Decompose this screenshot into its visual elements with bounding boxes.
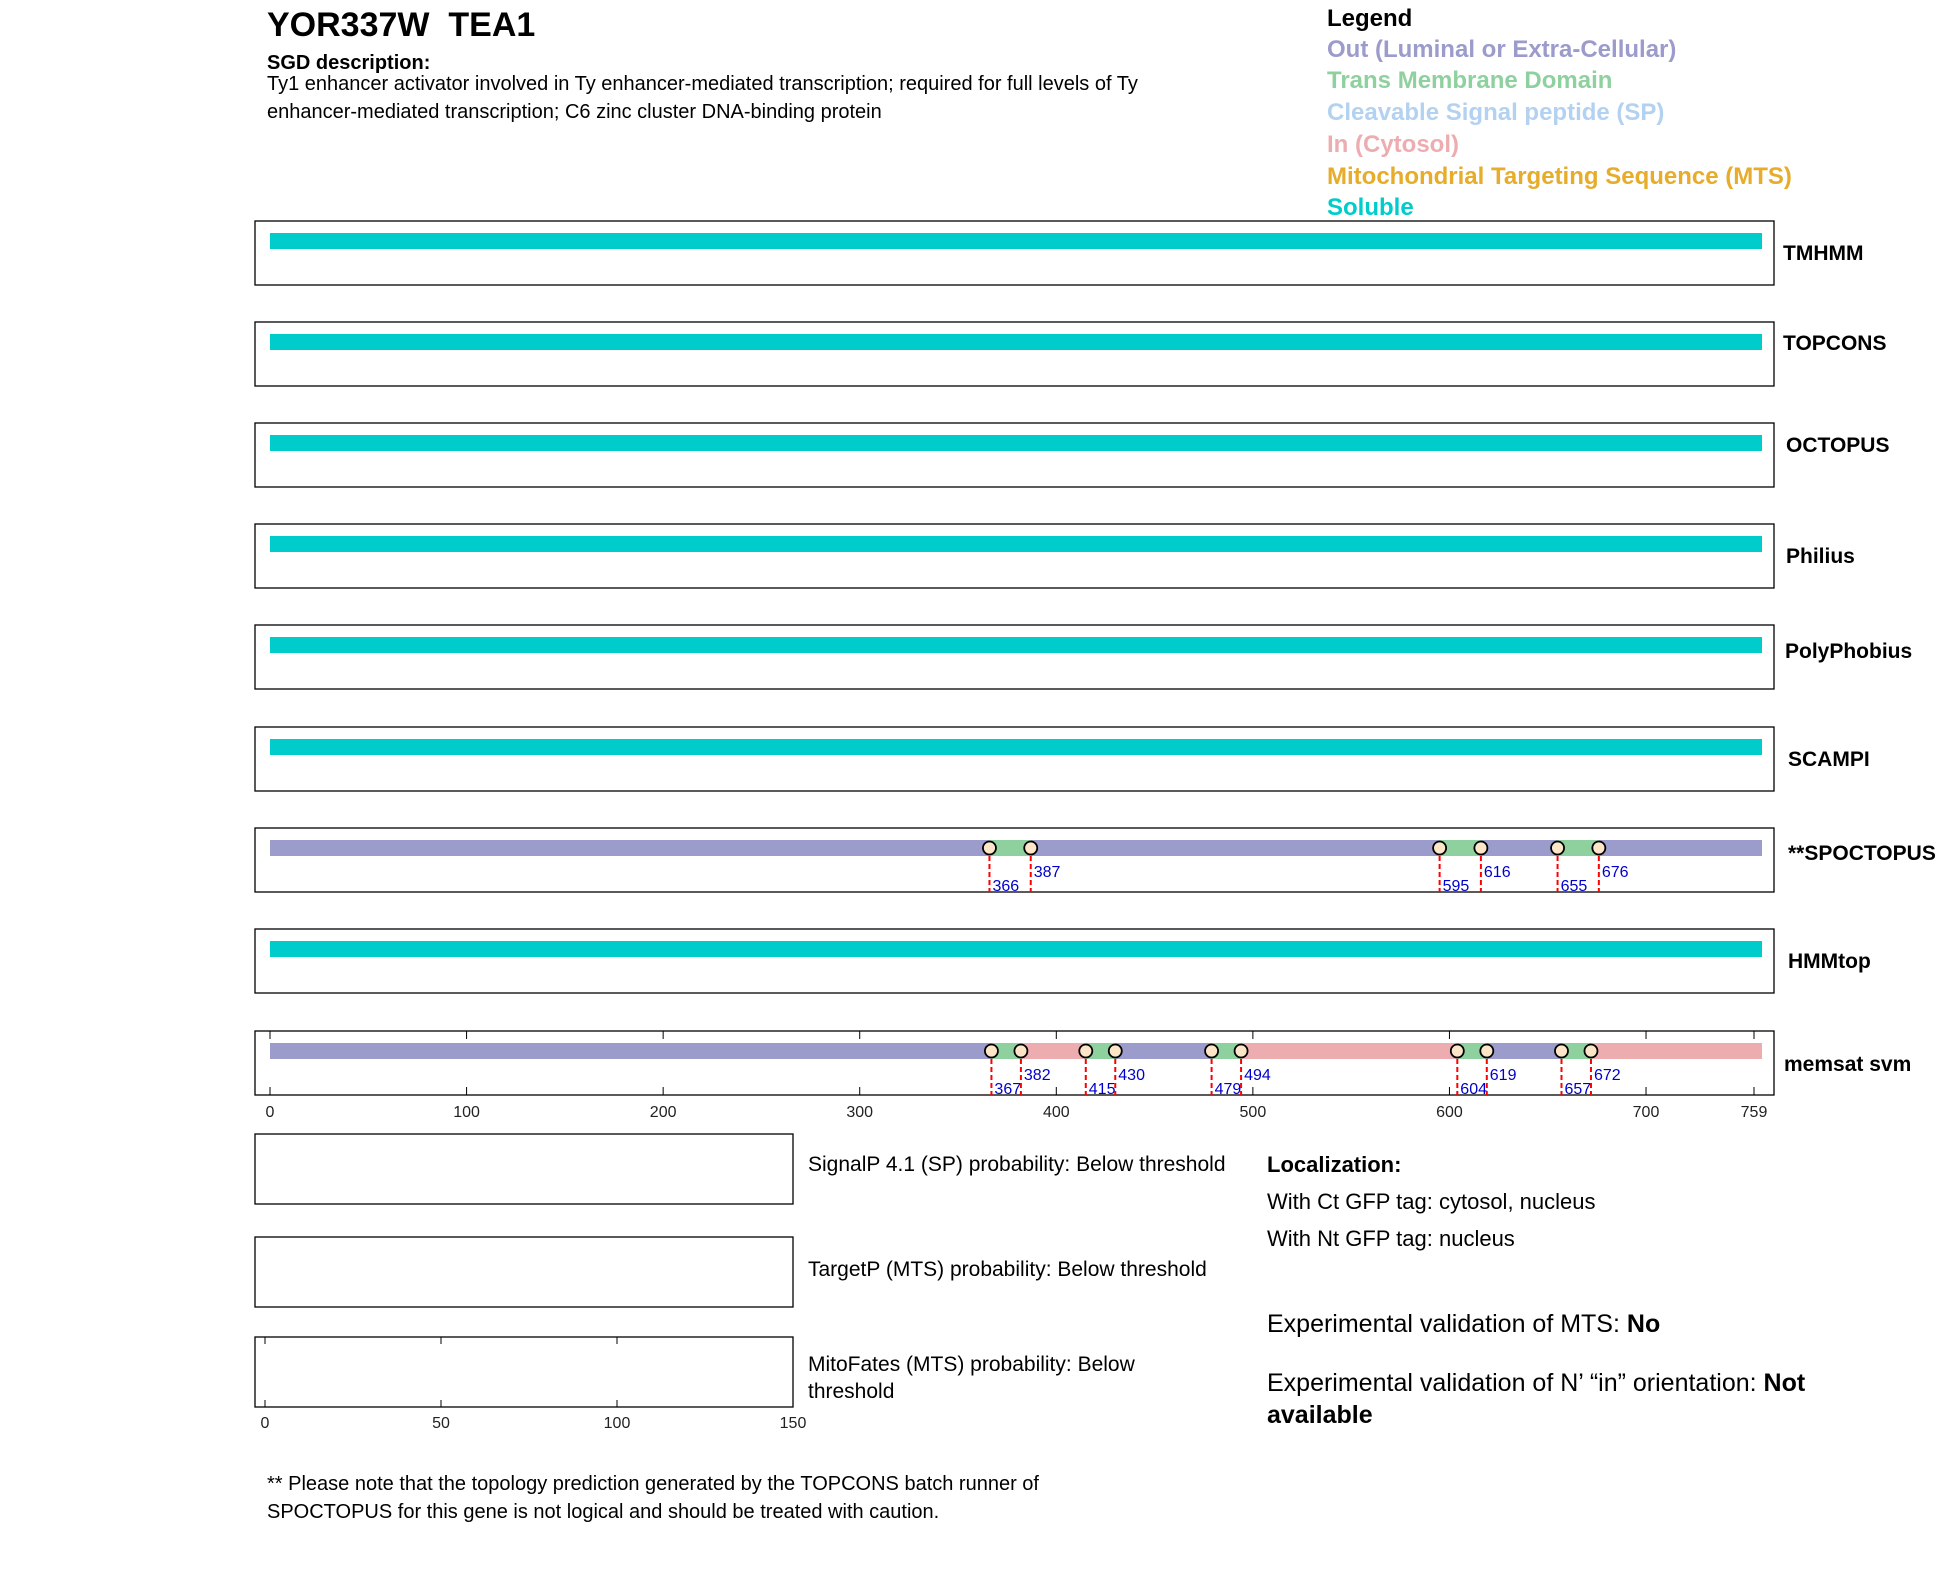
boundary-marker bbox=[1584, 1045, 1597, 1058]
position-label: 430 bbox=[1118, 1067, 1145, 1084]
track-frame bbox=[255, 625, 1774, 689]
position-label: 655 bbox=[1560, 878, 1588, 895]
legend-item-sp: Cleavable Signal peptide (SP) bbox=[1327, 99, 1665, 126]
position-label: 494 bbox=[1244, 1067, 1271, 1084]
mitofates-probability-line1: MitoFates (MTS) probability: Below bbox=[808, 1353, 1135, 1376]
boundary-marker bbox=[1555, 1045, 1568, 1058]
boundary-marker bbox=[985, 1045, 998, 1058]
localization-heading: Localization: bbox=[1267, 1152, 1402, 1177]
position-label: 382 bbox=[1023, 1067, 1051, 1084]
small-tick-label: 150 bbox=[779, 1415, 807, 1432]
track-6 bbox=[255, 828, 1774, 895]
track-label-memsat-svm: memsat svm bbox=[1784, 1053, 1912, 1076]
segment-soluble bbox=[270, 334, 1762, 350]
boundary-marker bbox=[1474, 842, 1487, 855]
track-frame bbox=[255, 727, 1774, 791]
experimental-orientation-value: Not bbox=[1763, 1369, 1806, 1397]
segment-soluble bbox=[270, 435, 1762, 451]
boundary-marker bbox=[1109, 1045, 1122, 1058]
boundary-marker bbox=[1014, 1045, 1027, 1058]
boundary-marker bbox=[1592, 842, 1605, 855]
legend-title: Legend bbox=[1327, 5, 1413, 32]
experimental-mts-value: No bbox=[1626, 1310, 1661, 1338]
track-label-octopus: OCTOPUS bbox=[1786, 434, 1890, 457]
tick-label: 600 bbox=[1436, 1104, 1463, 1121]
track-frame bbox=[255, 322, 1774, 386]
tick-label: 100 bbox=[453, 1104, 480, 1121]
legend-item-in: In (Cytosol) bbox=[1327, 131, 1459, 158]
signalp-probability: SignalP 4.1 (SP) probability: Below threshold bbox=[808, 1153, 1226, 1176]
boundary-marker bbox=[1235, 1045, 1248, 1058]
experimental-mts-label: Experimental validation of MTS: bbox=[1267, 1310, 1627, 1338]
position-label: 367 bbox=[994, 1081, 1022, 1098]
small-tick-label: 0 bbox=[260, 1415, 270, 1432]
boundary-marker bbox=[1480, 1045, 1493, 1058]
segment-soluble bbox=[270, 637, 1762, 653]
mitofates-probability-line2: threshold bbox=[808, 1380, 895, 1403]
position-label: 415 bbox=[1088, 1081, 1116, 1098]
track-3 bbox=[255, 524, 1774, 588]
track-label-hmmtop: HMMtop bbox=[1788, 950, 1871, 973]
track-label-spoctopus: **SPOCTOPUS bbox=[1788, 842, 1936, 865]
legend-item-tm: Trans Membrane Domain bbox=[1327, 67, 1613, 94]
experimental-orientation-value-line2: available bbox=[1267, 1401, 1373, 1429]
track-4 bbox=[255, 625, 1774, 689]
segment-out bbox=[270, 1043, 991, 1059]
position-label: 387 bbox=[1033, 864, 1061, 881]
segment-in bbox=[1021, 1043, 1086, 1059]
tick-label: 0 bbox=[265, 1104, 275, 1121]
track-label-philius: Philius bbox=[1786, 545, 1855, 568]
boundary-marker bbox=[1079, 1045, 1092, 1058]
legend-item-soluble: Soluble bbox=[1327, 194, 1414, 221]
track-label-topcons: TOPCONS bbox=[1783, 332, 1887, 355]
track-7 bbox=[255, 929, 1774, 993]
position-label: 595 bbox=[1442, 878, 1470, 895]
boundary-marker bbox=[1433, 842, 1446, 855]
segment-soluble bbox=[270, 739, 1762, 755]
track-5 bbox=[255, 727, 1774, 791]
experimental-orientation-label: Experimental validation of N’ “in” orientation: bbox=[1267, 1369, 1764, 1397]
position-label: 604 bbox=[1460, 1081, 1488, 1098]
segment-in bbox=[1241, 1043, 1457, 1059]
boundary-marker bbox=[1451, 1045, 1464, 1058]
position-label: 676 bbox=[1601, 864, 1629, 881]
segment-soluble bbox=[270, 233, 1762, 249]
position-label: 616 bbox=[1483, 864, 1511, 881]
position-label: 479 bbox=[1214, 1081, 1242, 1098]
tick-label: 700 bbox=[1632, 1104, 1660, 1121]
tick-label: 300 bbox=[846, 1104, 874, 1121]
position-label: 619 bbox=[1489, 1067, 1517, 1084]
localization-ct: With Ct GFP tag: cytosol, nucleus bbox=[1267, 1189, 1596, 1214]
sgd-description-heading: SGD description: bbox=[267, 52, 431, 74]
track-frame bbox=[255, 221, 1774, 285]
position-label: 366 bbox=[992, 878, 1020, 895]
small-tick-label: 50 bbox=[432, 1415, 450, 1432]
legend-item-mts: Mitochondrial Targeting Sequence (MTS) bbox=[1327, 163, 1792, 190]
segment-in bbox=[1591, 1043, 1762, 1059]
gene-title: YOR337W TEA1 bbox=[267, 6, 536, 44]
track-1 bbox=[255, 322, 1774, 386]
experimental-mts bbox=[1267, 1310, 1660, 1339]
boundary-marker bbox=[1024, 842, 1037, 855]
track-0 bbox=[255, 221, 1774, 285]
segment-soluble bbox=[270, 941, 1762, 957]
tick-label: 200 bbox=[649, 1104, 677, 1121]
boundary-marker bbox=[1551, 842, 1564, 855]
segment-out bbox=[1599, 840, 1762, 856]
experimental-orientation bbox=[1267, 1369, 1805, 1398]
spoctopus-caution-note: ** Please note that the topology prediction generated by the TOPCONS batch runner of SPOCTOPUS for this gene is not logical and should be treated with caution. bbox=[267, 1473, 1039, 1523]
position-label: 657 bbox=[1564, 1081, 1592, 1098]
segment-out bbox=[1115, 1043, 1211, 1059]
segment-out bbox=[1031, 840, 1440, 856]
prediction-panel-0 bbox=[255, 1134, 793, 1204]
segment-out bbox=[1481, 840, 1558, 856]
small-tick-label: 100 bbox=[603, 1415, 631, 1432]
targetp-probability: TargetP (MTS) probability: Below threshold bbox=[808, 1258, 1207, 1281]
track-frame bbox=[255, 423, 1774, 487]
track-frame bbox=[255, 524, 1774, 588]
prediction-panel-1 bbox=[255, 1237, 793, 1307]
track-label-tmhmm: TMHMM bbox=[1783, 242, 1864, 265]
track-8 bbox=[255, 1031, 1774, 1098]
segment-out bbox=[1487, 1043, 1562, 1059]
localization-nt: With Nt GFP tag: nucleus bbox=[1267, 1226, 1515, 1251]
track-2 bbox=[255, 423, 1774, 487]
tick-label: 759 bbox=[1740, 1104, 1768, 1121]
tick-label: 500 bbox=[1239, 1104, 1267, 1121]
track-frame bbox=[255, 929, 1774, 993]
boundary-marker bbox=[983, 842, 996, 855]
boundary-marker bbox=[1205, 1045, 1218, 1058]
prediction-panels bbox=[0, 1120, 820, 1440]
position-label: 672 bbox=[1593, 1067, 1621, 1084]
legend-item-out: Out (Luminal or Extra-Cellular) bbox=[1327, 36, 1677, 63]
tick-label: 400 bbox=[1042, 1104, 1070, 1121]
segment-soluble bbox=[270, 536, 1762, 552]
sgd-description-text: Ty1 enhancer activator involved in Ty enhancer-mediated transcription; required for full levels of Ty enhancer-mediated transcription; C6 zinc cluster DNA-binding protein bbox=[267, 73, 1138, 123]
track-label-scampi: SCAMPI bbox=[1788, 748, 1870, 771]
prediction-panel-2 bbox=[255, 1337, 793, 1407]
segment-out bbox=[270, 840, 989, 856]
track-label-polyphobius: PolyPhobius bbox=[1785, 640, 1913, 663]
